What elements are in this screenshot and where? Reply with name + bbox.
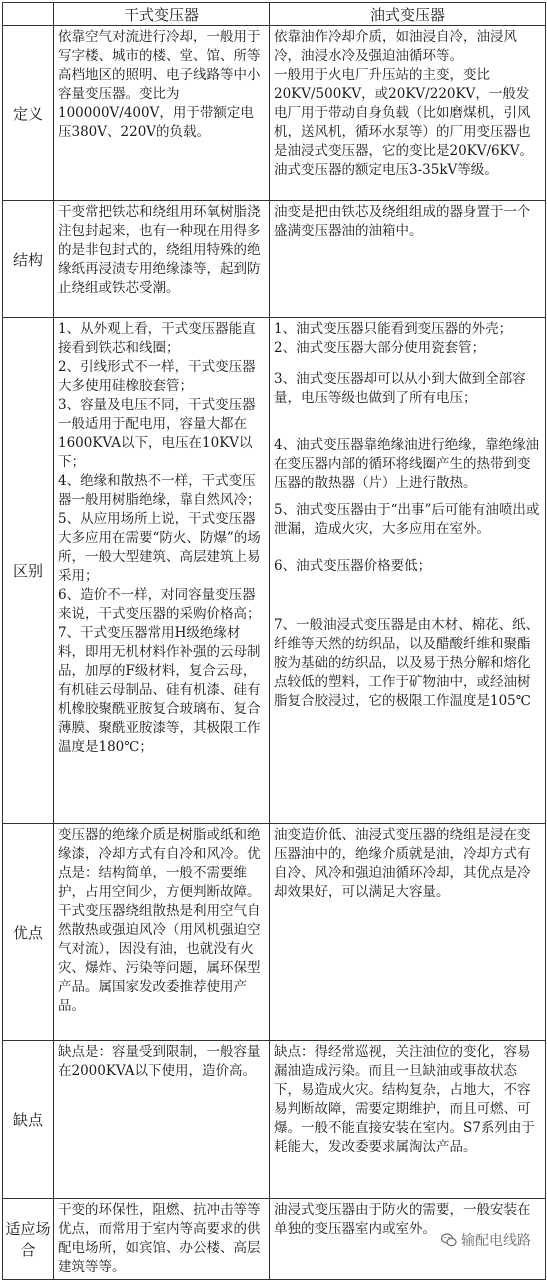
wechat-icon: [441, 1233, 457, 1247]
difference-oil-item: 4、油式变压器靠绝缘油进行绝缘，靠绝缘油在变压器内部的循环将线圈产生的热带到变压器的散热器（片）上进行散热。: [274, 437, 540, 491]
structure-oil-text: 油变是把由铁芯及绕组组成的器身置于一个盛满变压器油的油箱中。: [274, 204, 531, 239]
difference-oil-item: 3、油式变压器却可以从小到大做到全部容量，电压等级也做到了所有电压；: [274, 371, 526, 406]
difference-oil: [270, 318, 546, 824]
row-label-structure: 结构: [3, 201, 54, 318]
row-label-advantage: 优点: [3, 824, 54, 1041]
structure-dry-text: 干变常把铁芯和绕组用环氧树脂浇注包封起来，也有一种现在用得多的是非包封式的，绕组用特殊的绝缘纸再浸渍专用绝缘漆等，起到防止绕组或铁芯受潮。: [58, 204, 261, 296]
structure-oil: [270, 201, 546, 318]
difference-oil-item: 2、油式变压器大部分使用瓷套管；: [274, 340, 486, 356]
advantage-oil-text: 油变造价低、油浸式变压器的绕组是浸在变压器油中的，绝缘介质就是油，冷却方式有自冷、风冷和强迫油循环冷却，其优点是冷却效果好，可以满足大容量。: [274, 827, 531, 900]
difference-oil-item: 5、油式变压器由于“出事”后可能有油喷出或泄漏，造成火灾，大多应用在室外。: [274, 502, 540, 537]
difference-dry-item: 2、引线形式不一样，干式变压器大多使用硅橡胶套管；: [58, 359, 256, 394]
header-row: [3, 3, 546, 26]
watermark: [441, 1230, 531, 1250]
difference-oil-item: 7、一般油浸式变压器是由木材、棉花、纸、纤维等天然的纺织品，以及醋酸纤维和聚酯胺为基础的纺织品，以及易于热分解和熔化点较低的塑料，工作于矿物油中，或经油树脂复合胶浸过，它的极限工作温度是105℃: [274, 617, 540, 709]
advantage-oil: [270, 824, 546, 1041]
definition-oil: [270, 26, 546, 201]
row-label-definition: 定义: [3, 26, 54, 201]
row-advantage: [3, 824, 546, 1041]
disadvantage-oil-text: 缺点：得经常巡视，关注油位的变化，容易漏油造成污染。而且一旦缺油或事故状态下，易造成火灾。结构复杂，占地大，不容易判断故障，需要定期维护，而且可燃、可爆。一般不能直接安装在室内。S7系列由于耗能大，发改委要求属淘汰产品。: [274, 1044, 535, 1155]
row-definition: [3, 26, 546, 201]
header-dry-transformer: 干式变压器: [54, 3, 270, 26]
difference-dry: [54, 318, 270, 824]
disadvantage-dry: [54, 1041, 270, 1199]
header-oil-transformer: 油式变压器: [270, 3, 546, 26]
definition-dry: [54, 26, 270, 201]
advantage-dry: [54, 824, 270, 1041]
disadvantage-dry-text: 缺点是：容量受到限制，一般容量在2000KVA以下使用，造价高。: [58, 1044, 261, 1079]
definition-dry-text: 依靠空气对流进行冷却，一般用于写字楼、城市的楼、堂、馆、所等高档地区的照明、电子线路等中小容量变压器。变比为100000V/400V，用于带额定电压380V、220V的负载。: [58, 29, 261, 140]
advantage-dry-text: 变压器的绝缘介质是树脂或纸和绝缘漆，冷却方式有自冷和风冷。优点是：结构简单，一般不需要维护，占用空间少，方便判断故障。干式变压器绕组散热是利用空气自然散热或强迫风冷（用风机强迫空气对流），因没有油，也就没有火灾、爆炸、污染等问题，属环保型产品。属国家发改委推荐使用产品。: [58, 827, 261, 1014]
difference-dry-item: 3、容量及电压不同，干式变压器一般适用于配电用，容量大都在1600KVA以下，电压在10KV以下；: [58, 397, 256, 470]
difference-oil-item: 1、油式变压器只能看到变压器的外壳；: [274, 321, 513, 337]
disadvantage-oil: [270, 1041, 546, 1199]
header-empty: [3, 3, 54, 26]
row-structure: [3, 201, 546, 318]
comparison-table: [2, 2, 546, 1280]
row-difference: [3, 318, 546, 824]
definition-oil-text-1: 依靠油作冷却介质，如油浸自冷，油浸风冷，油浸水冷及强迫油循环等。: [274, 29, 517, 64]
definition-oil-text-2: 一般用于火电厂升压站的主变，变比20KV/500KV，或20KV/220KV，一般发电厂用于带动自身负载（比如磨煤机，引风机，送风机，循环水泵等）的厂用变压器也是油浸式变压器，它的变比是20KV/6KV。油式变压器的额定电压3-35kV等级。: [274, 67, 533, 178]
difference-oil-item: 6、油式变压器价格要低；: [274, 558, 432, 574]
difference-dry-item: 7、干式变压器常用H级绝缘材料，即用无机材料作补强的云母制品，加厚的F级材料，复合云母，有机硅云母制品、硅有机漆、硅有机橡胶聚酰亚胺复合玻璃布、复合薄膜、聚酰亚胺漆等，其极限工作温度是180℃；: [58, 625, 261, 755]
row-disadvantage: [3, 1041, 546, 1199]
difference-dry-item: 1、从外观上看，干式变压器能直接看到铁芯和线圈；: [58, 321, 256, 356]
application-dry: [54, 1199, 270, 1280]
difference-dry-item: 5、从应用场所上说，干式变压器大多应用在需要“防火、防爆”的场所，一般大型建筑、高层建筑上易采用；: [58, 511, 261, 584]
row-label-disadvantage: 缺点: [3, 1041, 54, 1199]
watermark-text: 输配电线路: [461, 1233, 531, 1249]
row-label-difference: 区别: [3, 318, 54, 824]
difference-dry-item: 4、绝缘和散热不一样，干式变压器一般用树脂绝缘，靠自然风冷；: [58, 473, 261, 508]
application-dry-text: 干变的环保性，阻燃、抗冲击等等优点，而常用于室内等高要求的供配电场所，如宾馆、办公楼、高层建筑等等。: [58, 1202, 261, 1275]
structure-dry: [54, 201, 270, 318]
difference-dry-item: 6、造价不一样，对同容量变压器来说，干式变压器的采购价格高；: [58, 587, 261, 622]
row-label-application: 适应场合: [3, 1199, 54, 1280]
application-oil-text: 油浸式变压器由于防火的需要，一般安装在单独的变压器室内或室外。: [274, 1202, 531, 1237]
